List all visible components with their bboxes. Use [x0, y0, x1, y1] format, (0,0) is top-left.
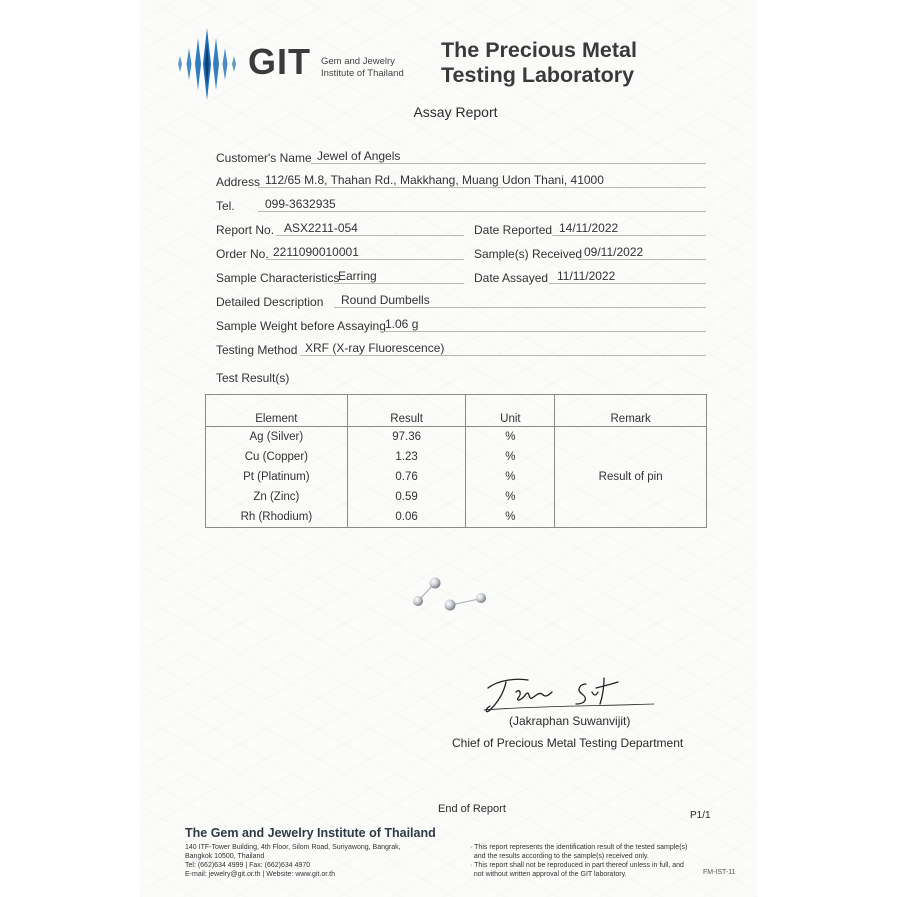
table-row [206, 427, 707, 448]
method-underline [300, 355, 706, 356]
footer-address-line2: Bangkok 10500, Thailand [185, 853, 265, 860]
lab-title [441, 38, 637, 88]
git-diamond-logo-icon [172, 28, 242, 100]
characteristics-value: Earring [338, 269, 377, 283]
element-cell: Pt (Platinum) [206, 467, 348, 487]
footer-org-name: The Gem and Jewelry Institute of Thailand [185, 826, 436, 840]
unit-cell: % [466, 507, 555, 528]
tel-label: Tel. [216, 199, 235, 213]
date-assayed-value: 11/11/2022 [557, 269, 616, 283]
address-value: 112/65 M.8, Thahan Rd., Makkhang, Muang Udon Thani, 41000 [265, 173, 604, 187]
address-underline [258, 187, 706, 188]
element-cell: Rh (Rhodium) [206, 507, 348, 528]
footer-address [185, 843, 401, 879]
unit-cell: % [466, 427, 555, 448]
characteristics-underline [334, 283, 464, 284]
samples-received-value: 09/11/2022 [584, 245, 644, 259]
order-no-underline [266, 259, 464, 260]
samples-received-label: Sample(s) Received [474, 247, 583, 261]
method-value: XRF (X-ray Fluorescence) [305, 341, 445, 355]
result-cell: 0.06 [347, 507, 466, 528]
date-reported-label: Date Reported [474, 223, 553, 237]
result-cell: 0.76 [347, 467, 466, 487]
test-results-label: Test Result(s) [216, 371, 290, 385]
page-number: P1/1 [690, 810, 711, 821]
lab-title-line2: Testing Laboratory [441, 63, 635, 87]
signature-image [476, 670, 656, 716]
order-no-label: Order No. [216, 247, 269, 261]
footer-note-line3: · This report shall not be reproduced in part thereof unless in full, and [470, 862, 684, 869]
footer-note-line1: · This report represents the identification result of the tested sample(s) [470, 844, 688, 851]
weight-underline [380, 331, 706, 332]
result-cell: 0.59 [347, 487, 466, 507]
sample-earring-photo [405, 572, 495, 617]
description-label: Detailed Description [216, 295, 324, 309]
signatory-title: Chief of Precious Metal Testing Department [452, 736, 684, 750]
unit-cell: % [466, 467, 555, 487]
footer-note-line2: and the results according to the sample(s) received only. [470, 853, 649, 860]
weight-label: Sample Weight before Assaying [216, 319, 386, 333]
result-cell: 1.23 [347, 447, 466, 467]
header-result: Result [347, 395, 466, 427]
report-no-label: Report No. [216, 223, 275, 237]
logo-subtitle [321, 56, 404, 80]
customer-name-field [216, 151, 312, 165]
footer-address-line4: E-mail: jewelry@git.or.th | Website: www.git.or.th [185, 871, 336, 878]
address-label: Address [216, 175, 261, 189]
customer-name-underline [311, 163, 706, 164]
report-no-underline [276, 235, 464, 236]
element-cell: Cu (Copper) [206, 447, 348, 467]
unit-cell: % [466, 447, 555, 467]
date-assayed-label: Date Assayed [474, 271, 549, 285]
footer-address-line1: 140 ITF-Tower Building, 4th Floor, Silom Road, Suriyawong, Bangrak, [185, 844, 401, 851]
date-assayed-underline [549, 283, 706, 284]
tel-value: 099-3632935 [265, 197, 336, 211]
end-of-report: End of Report [438, 803, 506, 815]
report-title: Assay Report [413, 104, 498, 120]
method-label: Testing Method [216, 343, 298, 357]
element-cell: Zn (Zinc) [206, 487, 348, 507]
result-cell: 97.36 [347, 427, 466, 448]
logo-subtitle-line2: Institute of Thailand [321, 68, 404, 79]
header-remark: Remark [555, 395, 707, 427]
tel-underline [258, 211, 706, 212]
description-underline [334, 307, 706, 308]
order-no-value: 2211090010001 [273, 245, 359, 259]
customer-name-label: Customer's Name [216, 151, 312, 165]
signatory-name: (Jakraphan Suwanvijit) [509, 714, 631, 728]
footer-disclaimer [470, 843, 687, 879]
samples-received-underline [578, 259, 706, 260]
results-header-row [206, 395, 707, 427]
characteristics-label: Sample Characteristics [216, 271, 340, 285]
date-reported-value: 14/11/2022 [559, 221, 619, 235]
unit-cell: % [466, 487, 555, 507]
results-table [205, 394, 707, 528]
lab-title-line1: The Precious Metal [441, 38, 637, 62]
report-no-value: ASX2211-054 [284, 221, 358, 235]
remark-cell: Result of pin [555, 427, 707, 528]
footer-note-line4: not without written approval of the GIT laboratory. [470, 871, 627, 878]
form-code: FM-IST-11 [703, 869, 736, 876]
date-reported-underline [552, 235, 706, 236]
weight-value: 1.06 g [385, 317, 419, 331]
customer-name-value: Jewel of Angels [317, 149, 401, 163]
logo-text: GIT [248, 41, 311, 82]
logo-subtitle-line1: Gem and Jewelry [321, 56, 395, 67]
description-value: Round Dumbells [341, 293, 430, 307]
header-unit: Unit [466, 395, 555, 427]
header-element: Element [206, 395, 348, 427]
footer-address-line3: Tel: (662)634 4999 | Fax: (662)634 4970 [185, 862, 311, 869]
element-cell: Ag (Silver) [206, 427, 348, 448]
